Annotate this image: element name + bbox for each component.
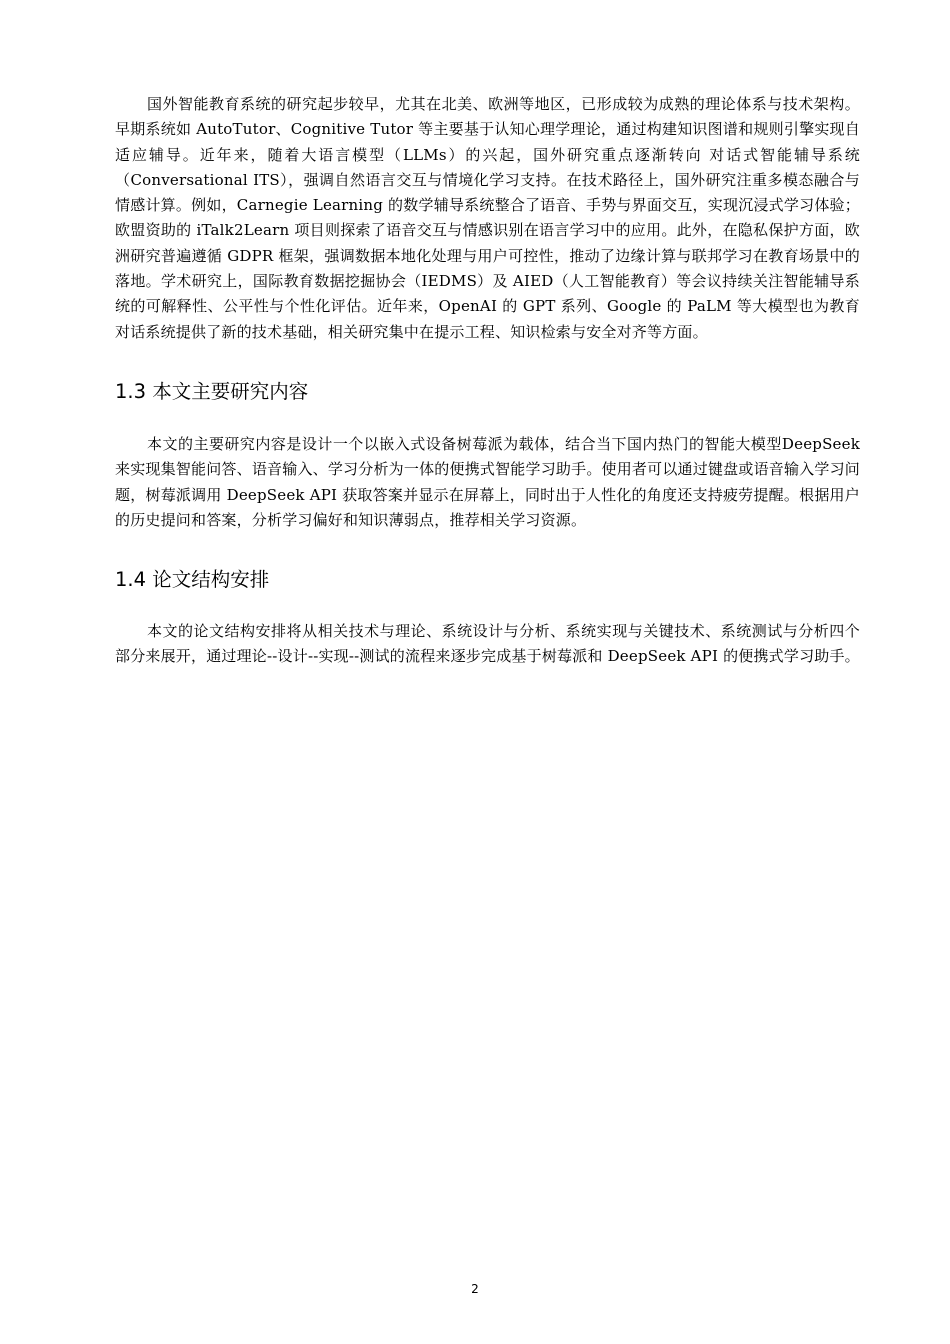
section-heading-1-4: 1.4 论文结构安排 [115, 568, 270, 592]
paragraph-thesis-structure: 本文的论文结构安排将从相关技术与理论、系统设计与分析、系统实现与关键技术、系统测试与分析四个部分来展开，通过理论--设计--实现--测试的流程来逐步完成基于树莓派和 DeepSeek API 的便携式学习助手。 [115, 622, 860, 666]
section-heading-1-3: 1.3 本文主要研究内容 [115, 379, 309, 403]
paragraph-international-research: 国外智能教育系统的研究起步较早，尤其在北美、欧洲等地区，已形成较为成熟的理论体系与技术架构。早期系统如 AutoTutor、Cognitive Tutor 等主要基于认知心理学理论，通过构建知识图谱和规则引擎实现自适应辅导。近年来，随着大语言模型（LLMs）的兴起，国外研究重点逐渐转向 对话式智能辅导系统（Conversational ITS），强调自然语言交互与情境化学习支持。在技术路径上，国外研究注重多模态融合与情感计算。例如，Carnegie Learning 的数学辅导系统整合了语音、手势与界面交互，实现沉浸式学习体验；欧盟资助的 iTalk2Learn 项目则探索了语音交互与情感识别在语言学习中的应用。此外，在隐私保护方面，欧洲研究普遍遵循 GDPR 框架，强调数据本地化处理与用户可控性，推动了边缘计算与联邦学习在教育场景中的落地。学术研究上，国际教育数据挖掘协会（IEDMS）及 AIED（人工智能教育）等会议持续关注智能辅导系统的可解释性、公平性与个性化评估。近年来，OpenAI 的 GPT 系列、Google 的 PaLM 等大模型也为教育对话系统提供了新的技术基础，相关研究集中在提示工程、知识检索与安全对齐等方面。 [115, 95, 860, 341]
page-body [115, 92, 860, 670]
page-number: 2 [471, 1282, 479, 1296]
paragraph-main-research-content: 本文的主要研究内容是设计一个以嵌入式设备树莓派为载体，结合当下国内热门的智能大模型DeepSeek 来实现集智能问答、语音输入、学习分析为一体的便携式智能学习助手。使用者可以通过键盘或语音输入学习问题，树莓派调用 DeepSeek API 获取答案并显示在屏幕上，同时出于人性化的角度还支持疲劳提醒。根据用户的历史提问和答案，分析学习偏好和知识薄弱点，推荐相关学习资源。 [115, 434, 860, 529]
